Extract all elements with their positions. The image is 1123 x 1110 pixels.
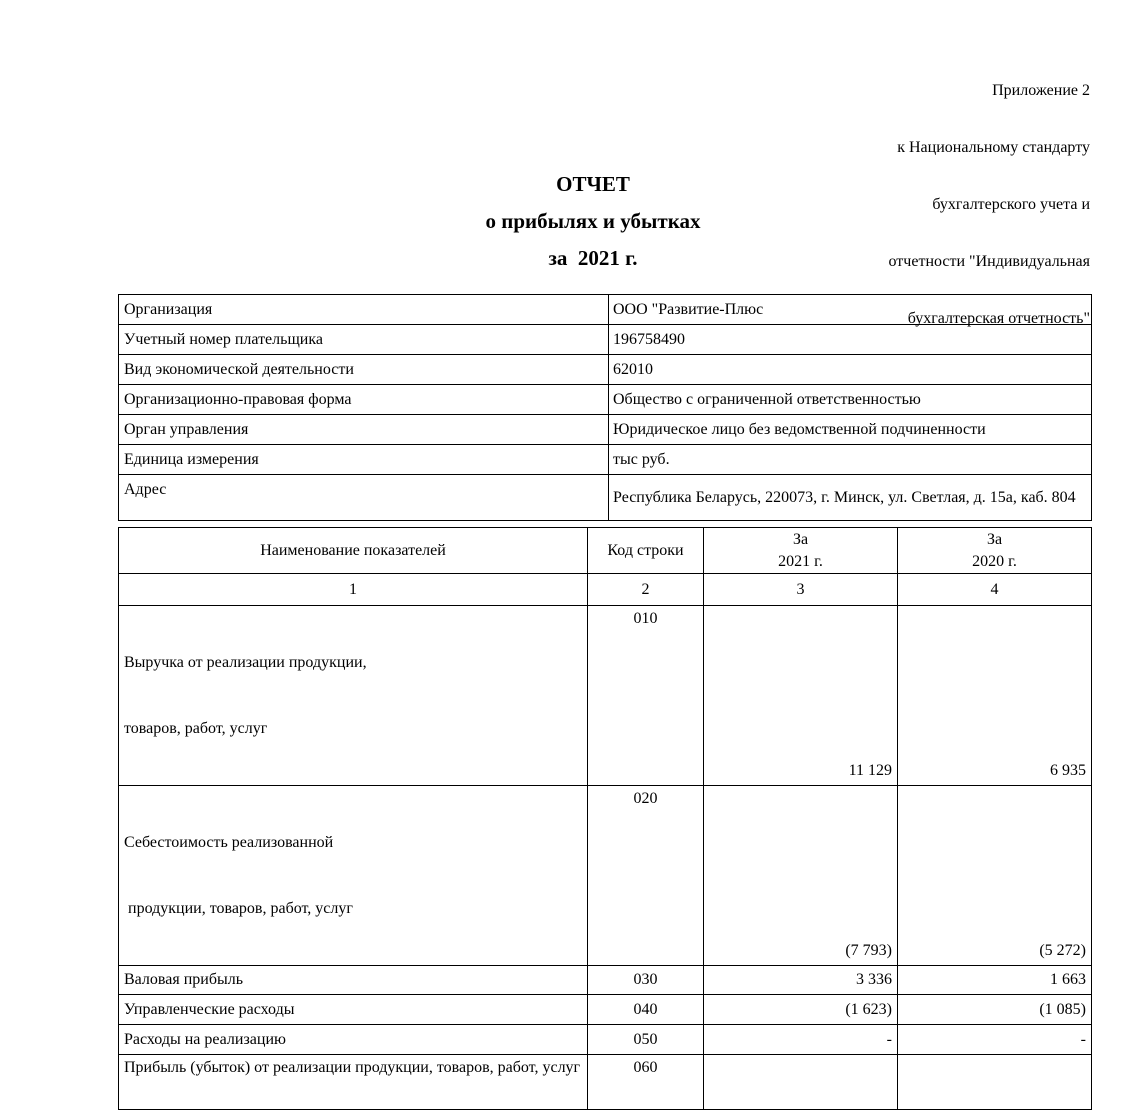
report-title-line1: ОТЧЕТ bbox=[556, 172, 630, 196]
appendix-note-line: Приложение 2 bbox=[992, 82, 1090, 99]
value-2021: (7 793) bbox=[704, 786, 898, 966]
info-label: Адрес bbox=[119, 475, 609, 521]
value-2021: - bbox=[704, 1025, 898, 1055]
organization-info-table bbox=[118, 294, 1092, 521]
table-row-selling-expenses bbox=[119, 1025, 1092, 1055]
info-label: Организационно-правовая форма bbox=[119, 385, 609, 415]
profit-loss-table bbox=[118, 527, 1092, 1110]
column-number-row bbox=[119, 574, 1092, 606]
appendix-note-line: бухгалтерского учета и bbox=[932, 196, 1090, 213]
indicator-name bbox=[119, 786, 588, 966]
value-2020 bbox=[898, 1055, 1092, 1110]
info-label: Учетный номер плательщика bbox=[119, 325, 609, 355]
indicator-name: Валовая прибыль bbox=[119, 966, 588, 995]
table-row-management-expenses bbox=[119, 995, 1092, 1025]
column-number: 3 bbox=[704, 574, 898, 606]
info-row-payer-number bbox=[119, 325, 1092, 355]
info-row-address bbox=[119, 475, 1092, 521]
line-code: 050 bbox=[588, 1025, 704, 1055]
table-row-gross-profit bbox=[119, 966, 1092, 995]
value-2021: 3 336 bbox=[704, 966, 898, 995]
appendix-note-line: бухгалтерская отчетность" bbox=[907, 310, 1090, 327]
report-title bbox=[118, 171, 1068, 282]
table-row-revenue bbox=[119, 606, 1092, 786]
header-line-code: Код строки bbox=[588, 528, 704, 574]
line-code: 060 bbox=[588, 1055, 704, 1110]
header-period-2020 bbox=[898, 528, 1092, 574]
table-row-cost-of-sales bbox=[119, 786, 1092, 966]
indicator-name-line1: Себестоимость реализованной bbox=[124, 834, 334, 851]
value-2020: (1 085) bbox=[898, 995, 1092, 1025]
header-period-2021-line2: 2021 г. bbox=[778, 552, 823, 570]
info-label: Орган управления bbox=[119, 415, 609, 445]
info-value: 196758490 bbox=[609, 325, 1092, 355]
column-number: 2 bbox=[588, 574, 704, 606]
line-code: 040 bbox=[588, 995, 704, 1025]
indicator-name: Расходы на реализацию bbox=[119, 1025, 588, 1055]
info-row-activity-type bbox=[119, 355, 1092, 385]
indicator-name-line2: товаров, работ, услуг bbox=[124, 720, 268, 737]
value-2020: 1 663 bbox=[898, 966, 1092, 995]
header-period-2020-line2: 2020 г. bbox=[972, 552, 1017, 570]
info-value: Юридическое лицо без ведомственной подчиненности bbox=[609, 415, 1092, 445]
info-label: Единица измерения bbox=[119, 445, 609, 475]
info-row-legal-form bbox=[119, 385, 1092, 415]
info-value: Республика Беларусь, 220073, г. Минск, ул. Светлая, д. 15а, каб. 804 bbox=[609, 475, 1092, 521]
indicator-name: Прибыль (убыток) от реализации продукции, товаров, работ, услуг bbox=[119, 1055, 588, 1110]
indicator-name bbox=[119, 606, 588, 786]
table-header-row bbox=[119, 528, 1092, 574]
info-value: Общество с ограниченной ответственностью bbox=[609, 385, 1092, 415]
info-row-management-body bbox=[119, 415, 1092, 445]
info-row-measure-unit bbox=[119, 445, 1092, 475]
column-number: 4 bbox=[898, 574, 1092, 606]
indicator-name: Управленческие расходы bbox=[119, 995, 588, 1025]
info-label: Вид экономической деятельности bbox=[119, 355, 609, 385]
value-2020: (5 272) bbox=[898, 786, 1092, 966]
info-label: Организация bbox=[119, 295, 609, 325]
line-code: 020 bbox=[588, 786, 704, 966]
info-value: 62010 bbox=[609, 355, 1092, 385]
header-indicator-name: Наименование показателей bbox=[119, 528, 588, 574]
value-2021 bbox=[704, 1055, 898, 1110]
value-2021: 11 129 bbox=[704, 606, 898, 786]
value-2021: (1 623) bbox=[704, 995, 898, 1025]
line-code: 010 bbox=[588, 606, 704, 786]
info-value: тыс руб. bbox=[609, 445, 1092, 475]
appendix-note-line: отчетности "Индивидуальная bbox=[888, 253, 1090, 270]
info-row-organization bbox=[119, 295, 1092, 325]
appendix-note-line: к Национальному стандарту bbox=[897, 139, 1090, 156]
line-code: 030 bbox=[588, 966, 704, 995]
header-period-2021-line1: За bbox=[792, 530, 809, 548]
value-2020: 6 935 bbox=[898, 606, 1092, 786]
header-period-2020-line1: За bbox=[986, 530, 1003, 548]
value-2020: - bbox=[898, 1025, 1092, 1055]
report-title-line2: о прибылях и убытках bbox=[485, 209, 701, 233]
report-title-line3: за 2021 г. bbox=[548, 246, 638, 270]
table-row-profit-from-sales bbox=[119, 1055, 1092, 1110]
indicator-name-line2: продукции, товаров, работ, услуг bbox=[124, 900, 353, 917]
header-period-2021 bbox=[704, 528, 898, 574]
info-value: ООО "Развитие-Плюс bbox=[609, 295, 1092, 325]
column-number: 1 bbox=[119, 574, 588, 606]
indicator-name-line1: Выручка от реализации продукции, bbox=[124, 654, 367, 671]
